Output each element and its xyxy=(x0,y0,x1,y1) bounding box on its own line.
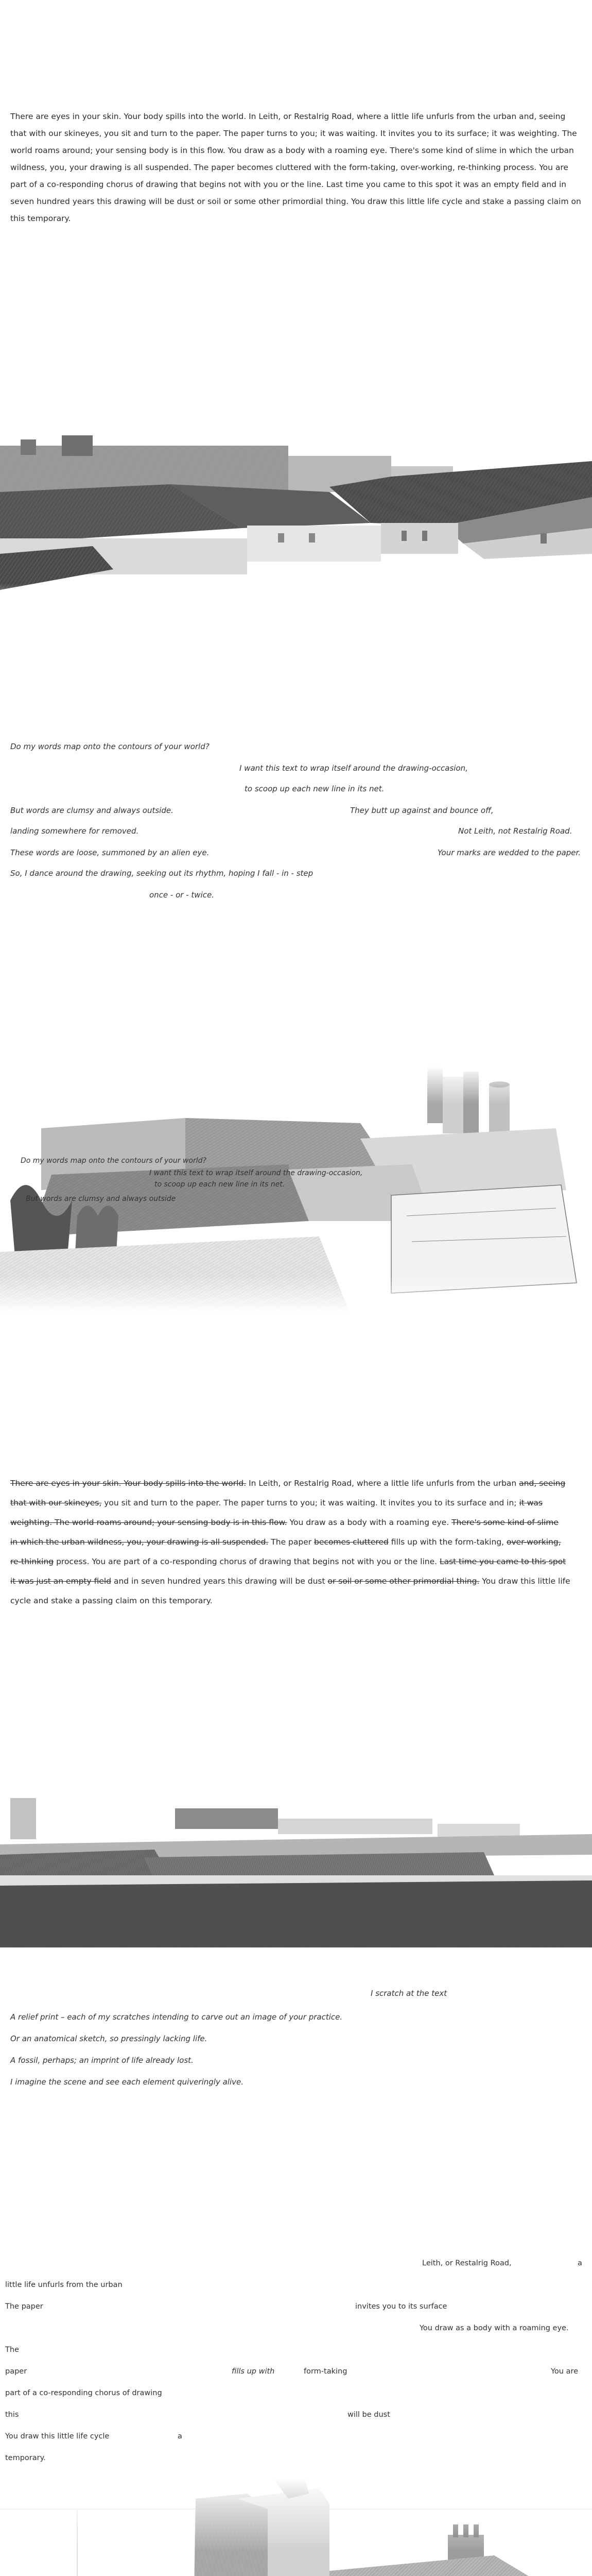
rooftops-drawing xyxy=(0,435,592,621)
intro-line: There are eyes in your skin. Your body spills into the world. In Leith, or Restalrig Road, where a little life unfurls from the urban and, seeing xyxy=(10,112,566,121)
overlay-line: Do my words map onto the contours of your world? xyxy=(21,1157,206,1165)
relief-line: A relief print – each of my scratches intending to carve out an image of your practice. xyxy=(10,2012,343,2022)
intro-paragraph xyxy=(10,108,584,227)
scatter-word: You draw this little life cycle xyxy=(5,2432,110,2441)
relief-line: A fossil, perhaps; an imprint of life already lost. xyxy=(10,2056,194,2065)
intro-line: seven hundred years this drawing will be dust or soil or some other primordial thing. You draw this little life cycle and stake a passing claim on xyxy=(10,197,581,206)
struck-line: weighting. The world roams around; your sensing body is in this flow. You draw as a body with a roaming eye. There's some kind of slime xyxy=(10,1518,559,1527)
relief-line: Or an anatomical sketch, so pressingly lacking life. xyxy=(10,2034,207,2043)
intro-line: this temporary. xyxy=(10,214,71,223)
scatter-word: temporary. xyxy=(5,2454,46,2462)
overlay-line: to scoop up each new line in its net. xyxy=(154,1180,285,1189)
scatter-word: fills up with xyxy=(232,2367,275,2376)
poem-line: Your marks are wedded to the paper. xyxy=(438,848,581,857)
intro-line: wildness, you, your drawing is all suspended. The paper becomes cluttered with the form-taking, over-working, re-thinking process. You are xyxy=(10,163,568,172)
poem-line: once - or - twice. xyxy=(149,890,214,900)
scatter-word: The paper xyxy=(5,2302,43,2311)
scattered-text xyxy=(0,2259,592,2568)
struck-line: that with our skineyes, you sit and turn to the paper. The paper turns to you; it was waiting. It invites you to its surface and in; it was xyxy=(10,1498,543,1507)
scatter-word: form-taking xyxy=(304,2367,347,2376)
poem-line: Do my words map onto the contours of your world? xyxy=(10,742,210,751)
scatter-word: You are xyxy=(551,2367,579,2376)
scatter-word: a xyxy=(578,2259,582,2267)
overlay-line: But words are clumsy and always outside xyxy=(26,1195,176,1203)
intro-line: that with our skineyes, you sit and turn to the paper. The paper turns to you; it was waiting. It invites you to its surface; it was weighting. The xyxy=(10,129,577,138)
relief-line: I imagine the scene and see each element quiveringly alive. xyxy=(10,2077,244,2087)
scatter-word: paper xyxy=(5,2367,27,2376)
poem-line: landing somewhere for removed. xyxy=(10,826,139,836)
intro-line: part of a co-responding chorus of drawing that begins not with you or the line. Last time you came to this spot it was an empty field and in xyxy=(10,180,567,189)
scatter-word: The xyxy=(5,2346,19,2354)
overlay-line: I want this text to wrap itself around the drawing-occasion, xyxy=(149,1169,363,1177)
scatter-word: invites you to its surface xyxy=(355,2302,447,2311)
poem-1 xyxy=(10,742,587,927)
struck-line: in which the urban wildness, you, your drawing is all suspended. The paper becomes cluttered fills up with the form-taking, over-working, xyxy=(10,1537,561,1547)
poem-line: Not Leith, not Restalrig Road. xyxy=(458,826,572,836)
struck-paragraph xyxy=(10,1473,587,1611)
scatter-word: a xyxy=(178,2432,182,2441)
poem-line: So, I dance around the drawing, seeking out its rhythm, hoping I fall - in - step xyxy=(10,869,314,878)
scatter-word: little life unfurls from the urban xyxy=(5,2281,123,2289)
scatter-word: this xyxy=(5,2411,19,2419)
intro-line: world roams around; your sensing body is in this flow. You draw as a body with a roaming eye. There's some kind of slime in which the urban xyxy=(10,146,574,155)
scatter-word: part of a co-responding chorus of drawing xyxy=(5,2389,162,2397)
poem-line: But words are clumsy and always outside. xyxy=(10,806,173,815)
struck-line: There are eyes in your skin. Your body spills into the world. In Leith, or Restalrig Road, where a little life unfurls from the urban and, seeing xyxy=(10,1479,566,1488)
struck-line: cycle and stake a passing claim on this temporary. xyxy=(10,1596,213,1605)
struck-line: re-thinking process. You are part of a co-responding chorus of drawing that begins not with you or the line. Last time you came to this spot xyxy=(10,1557,566,1566)
wide-rooftops-drawing xyxy=(0,1798,592,1947)
scatter-word: Leith, or Restalrig Road, xyxy=(422,2259,512,2267)
poem-line: They butt up against and bounce off, xyxy=(350,806,494,815)
poem-line: I want this text to wrap itself around the drawing-occasion, xyxy=(239,764,468,773)
scatter-word: will be dust xyxy=(347,2411,390,2419)
relief-text xyxy=(10,1989,587,2107)
struck-line: it was just an empty field and in seven hundred years this drawing will be dust or soil or some other primordial thing. You draw this little life xyxy=(10,1577,570,1586)
relief-line: I scratch at the text xyxy=(371,1989,447,1998)
poem-line: These words are loose, summoned by an alien eye. xyxy=(10,848,210,857)
poem-line: to scoop up each new line in its net. xyxy=(245,784,385,793)
overlay-text xyxy=(0,1157,592,1213)
scatter-word: You draw as a body with a roaming eye. xyxy=(420,2324,569,2332)
